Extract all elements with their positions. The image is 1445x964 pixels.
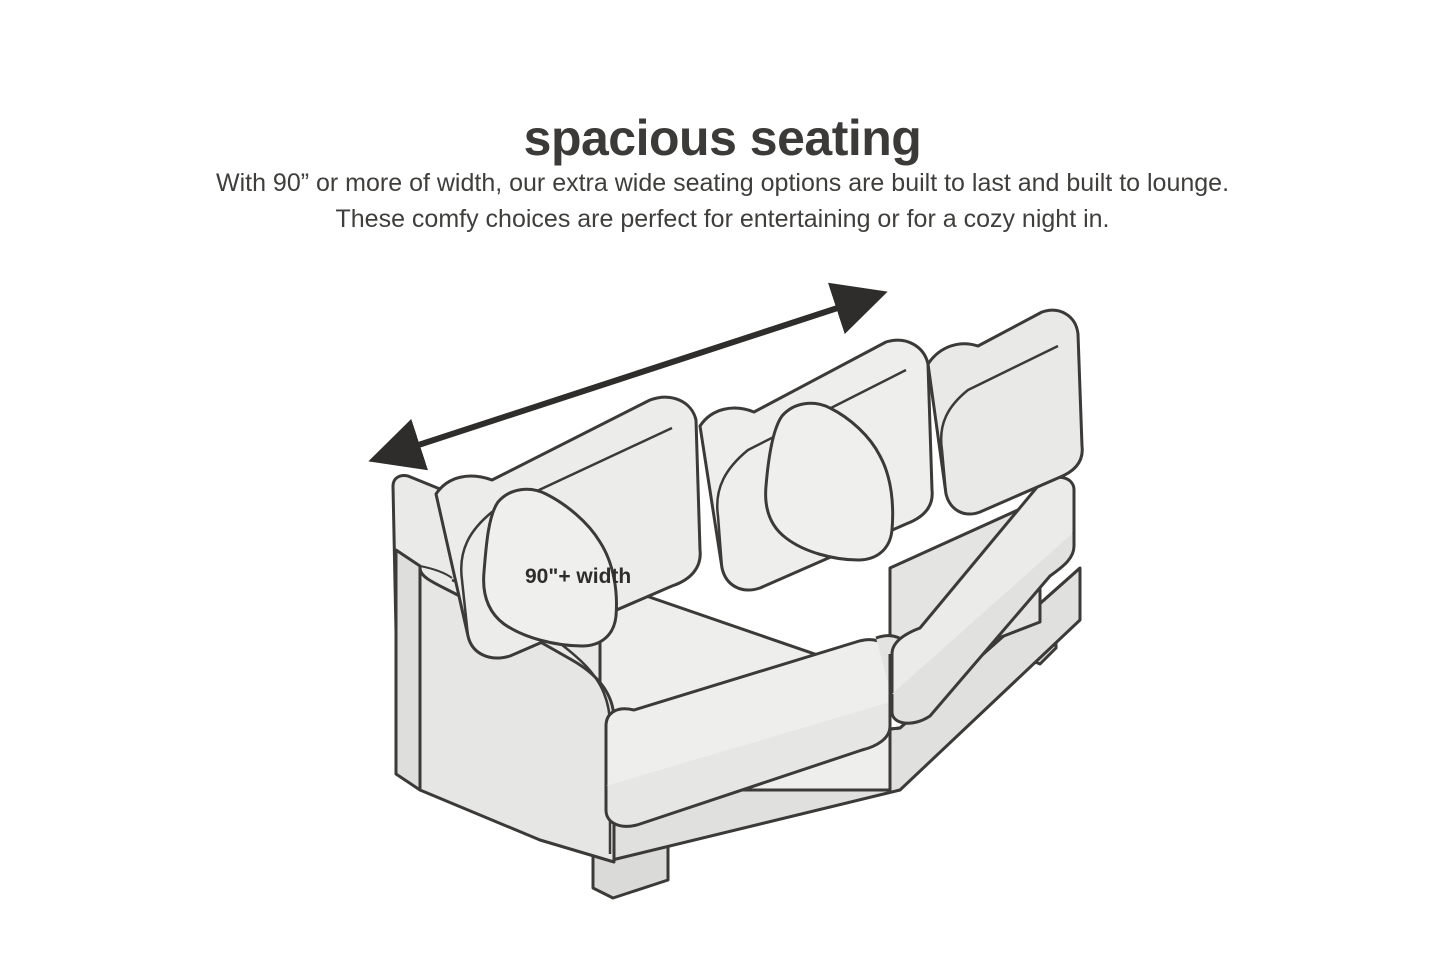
subcopy-line-1: With 90” or more of width, our extra wide seating options are built to last and built to lounge. bbox=[215, 169, 1230, 197]
page-subcopy bbox=[0, 166, 1445, 237]
page-title: spacious seating bbox=[523, 109, 922, 166]
sofa-illustration bbox=[0, 250, 1445, 950]
dimension-label: 90"+ width bbox=[525, 565, 632, 588]
sofa-diagram-svg bbox=[0, 250, 1445, 950]
subcopy-line-2: These comfy choices are perfect for entertaining or for a cozy night in. bbox=[335, 204, 1110, 233]
